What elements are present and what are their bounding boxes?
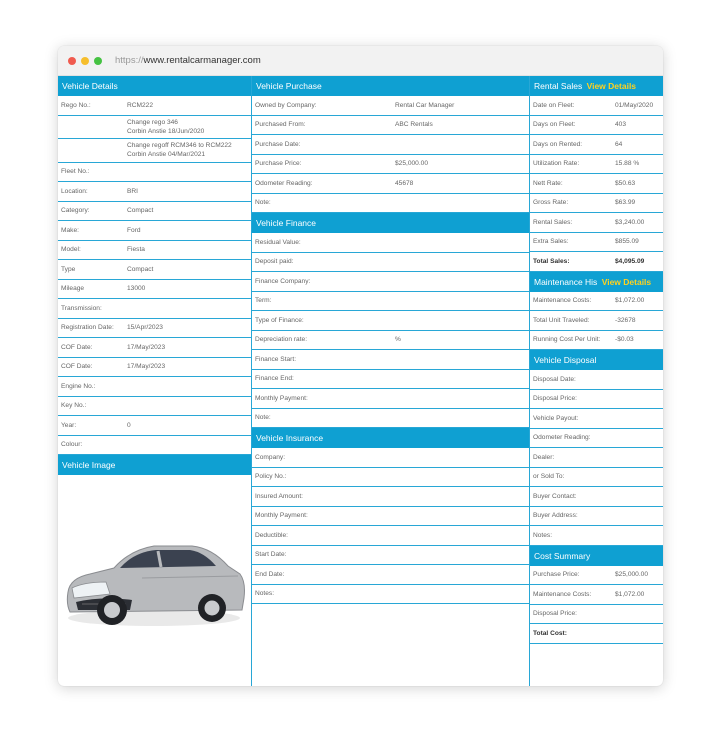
- detail-row-rego: [58, 96, 251, 116]
- row-label: COF Date:: [61, 343, 93, 351]
- row-label: Extra Sales:: [533, 238, 569, 246]
- data-row: [58, 163, 251, 183]
- browser-window: [58, 46, 663, 686]
- data-row: [530, 507, 663, 527]
- row-value: 15.88 %: [615, 160, 640, 168]
- rego-change-note-2: [58, 139, 251, 163]
- data-row: [530, 487, 663, 507]
- row-label: Company:: [255, 453, 286, 461]
- row-value: $63.99: [615, 199, 636, 207]
- data-row: [530, 311, 663, 331]
- row-value: $25,000.00: [395, 160, 429, 168]
- row-label: Insured Amount:: [255, 492, 304, 500]
- data-row: [252, 292, 529, 312]
- rental-sales-title: Rental Sales: [534, 81, 583, 91]
- minimize-dot-icon[interactable]: [81, 57, 89, 65]
- data-row: [58, 436, 251, 456]
- data-row: [530, 174, 663, 194]
- data-row: [252, 272, 529, 292]
- data-row: [530, 605, 663, 625]
- data-row: [530, 213, 663, 233]
- rego-change-note-1: [58, 116, 251, 140]
- data-row: [530, 292, 663, 312]
- row-value: $3,240.00: [615, 218, 645, 226]
- data-row: [530, 331, 663, 351]
- maintenance-list: [530, 292, 663, 351]
- cost-summary-header: Cost Summary: [530, 546, 663, 566]
- row-label: Date on Fleet:: [533, 101, 575, 109]
- data-row: [530, 116, 663, 136]
- data-row: [530, 370, 663, 390]
- row-label: Make:: [61, 226, 79, 234]
- row-label: Rental Sales:: [533, 218, 573, 226]
- row-label: Dealer:: [533, 453, 555, 461]
- data-row: [58, 299, 251, 319]
- address-bar[interactable]: [115, 55, 261, 66]
- data-row: [58, 358, 251, 378]
- row-label: Buyer Address:: [533, 512, 578, 520]
- data-row: [252, 350, 529, 370]
- data-row: [252, 155, 529, 175]
- row-label: Year:: [61, 421, 77, 429]
- row-label: Maintenance Costs:: [533, 590, 592, 598]
- vehicle-details-column: [58, 76, 252, 686]
- data-row: [58, 416, 251, 436]
- row-label: Transmission:: [61, 304, 102, 312]
- data-row: [252, 526, 529, 546]
- row-label: Odometer Reading:: [533, 434, 591, 442]
- rental-sales-header: [530, 76, 663, 96]
- data-row: [252, 253, 529, 273]
- row-value: -$0.03: [615, 336, 634, 344]
- row-label: Gross Rate:: [533, 199, 569, 207]
- data-row: [252, 409, 529, 429]
- vehicle-finance-list: [252, 233, 529, 428]
- row-label: Monthly Payment:: [255, 512, 308, 520]
- row-label: Finance End:: [255, 375, 294, 383]
- vehicle-insurance-list: [252, 448, 529, 604]
- data-row: [58, 221, 251, 241]
- data-row: [530, 252, 663, 272]
- row-label: Type: [61, 265, 76, 273]
- row-value: 15/Apr/2023: [127, 324, 163, 332]
- maintenance-header: [530, 272, 663, 292]
- row-value: Rental Car Manager: [395, 101, 455, 109]
- row-label: Days on Fleet:: [533, 121, 576, 129]
- row-value: Compact: [127, 265, 154, 273]
- data-row: [530, 390, 663, 410]
- row-label: Disposal Price:: [533, 610, 577, 618]
- row-label: Deductible:: [255, 531, 288, 539]
- row-label: Nett Rate:: [533, 179, 563, 187]
- row-label: Purchase Date:: [255, 140, 301, 148]
- data-row: [252, 174, 529, 194]
- row-label: Location:: [61, 187, 88, 195]
- vehicle-purchase-list: [252, 96, 529, 213]
- vehicle-details-header: Vehicle Details: [58, 76, 251, 96]
- row-label: Start Date:: [255, 551, 287, 559]
- row-label: Monthly Payment:: [255, 394, 308, 402]
- row-value: $1,072.00: [615, 297, 645, 305]
- data-row: [530, 624, 663, 644]
- data-row: [58, 397, 251, 417]
- row-value: ABC Rentals: [395, 121, 433, 129]
- row-label: Deposit paid:: [255, 258, 294, 266]
- maximize-dot-icon[interactable]: [94, 57, 102, 65]
- row-label: Finance Start:: [255, 355, 297, 363]
- data-row: [252, 96, 529, 116]
- data-row: [252, 233, 529, 253]
- row-value: Compact: [127, 207, 154, 215]
- data-row: [58, 260, 251, 280]
- note-line: Corbin Anstie 18/Jun/2020: [127, 127, 205, 135]
- row-value: 17/May/2023: [127, 343, 166, 351]
- data-row: [252, 468, 529, 488]
- row-label: Purchase Price:: [533, 571, 580, 579]
- row-label: Buyer Contact:: [533, 492, 577, 500]
- row-value: $855.09: [615, 238, 639, 246]
- row-label: Note:: [255, 199, 271, 207]
- data-row: [530, 566, 663, 586]
- data-row: [252, 487, 529, 507]
- maintenance-title: Maintenance His: [534, 276, 598, 287]
- rental-sales-list: [530, 96, 663, 272]
- data-row: [530, 429, 663, 449]
- note-line: Corbin Anstie 04/Mar/2021: [127, 151, 206, 159]
- data-row: [530, 526, 663, 546]
- row-label: Note:: [255, 414, 271, 422]
- row-value: %: [395, 336, 401, 344]
- row-value: 403: [615, 121, 627, 129]
- data-row: [252, 194, 529, 214]
- row-value: 01/May/2020: [615, 101, 654, 109]
- row-value: $1,072.00: [615, 590, 645, 598]
- url-host: www.rentalcarmanager.com: [143, 55, 261, 66]
- data-row: [530, 448, 663, 468]
- vehicle-purchase-header: Vehicle Purchase: [252, 76, 529, 96]
- row-label: Utilization Rate:: [533, 160, 580, 168]
- row-label: Finance Company:: [255, 277, 311, 285]
- row-label: Rego No.:: [61, 101, 91, 109]
- row-label: Disposal Date:: [533, 375, 576, 383]
- car-image: [62, 522, 248, 632]
- data-row: [530, 585, 663, 605]
- cost-summary-list: [530, 566, 663, 644]
- rental-sales-column: [530, 76, 663, 686]
- row-label: Term:: [255, 297, 272, 305]
- row-label: Purchased From:: [255, 121, 306, 129]
- data-row: [252, 135, 529, 155]
- vehicle-purchase-column: [252, 76, 530, 686]
- note-line: Change regoff RCM346 to RCM222: [127, 142, 232, 150]
- row-value: -32678: [615, 316, 636, 324]
- row-label: Key No.:: [61, 402, 87, 410]
- data-row: [252, 507, 529, 527]
- row-label: Purchase Price:: [255, 160, 302, 168]
- row-label: Colour:: [61, 441, 83, 449]
- vehicle-image-header: Vehicle Image: [58, 455, 251, 475]
- row-label: Owned by Company:: [255, 101, 317, 109]
- row-label: Type of Finance:: [255, 316, 304, 324]
- row-label: Category:: [61, 207, 90, 215]
- data-row: [530, 468, 663, 488]
- data-row: [58, 280, 251, 300]
- data-row: [530, 155, 663, 175]
- data-row: [252, 448, 529, 468]
- data-row: [58, 202, 251, 222]
- data-row: [530, 96, 663, 116]
- vehicle-details-list: [58, 163, 251, 456]
- data-row: [530, 194, 663, 214]
- row-label: Maintenance Costs:: [533, 297, 592, 305]
- close-dot-icon[interactable]: [68, 57, 76, 65]
- data-row: [530, 135, 663, 155]
- row-label: Mileage: [61, 285, 85, 293]
- row-label: Policy No.:: [255, 473, 287, 481]
- row-value: Fiesta: [127, 246, 145, 254]
- data-row: [252, 546, 529, 566]
- url-scheme: https://: [115, 55, 144, 66]
- data-row: [252, 389, 529, 409]
- data-row: [58, 241, 251, 261]
- row-label: Total Cost:: [533, 629, 567, 637]
- row-label: Model:: [61, 246, 81, 254]
- data-row: [58, 182, 251, 202]
- row-label: Notes:: [533, 531, 553, 539]
- data-row: [252, 565, 529, 585]
- row-value: 13000: [127, 285, 146, 293]
- row-value: 0: [127, 421, 131, 429]
- report-columns: [58, 76, 663, 686]
- row-label: or Sold To:: [533, 473, 565, 481]
- row-value: 17/May/2023: [127, 363, 166, 371]
- vehicle-disposal-header: Vehicle Disposal: [530, 350, 663, 370]
- data-row: [530, 409, 663, 429]
- note-line: Change rego 346: [127, 118, 178, 126]
- row-label: Depreciation rate:: [255, 336, 308, 344]
- row-label: Engine No.:: [61, 382, 96, 390]
- data-row: [58, 377, 251, 397]
- row-value: $50.63: [615, 179, 636, 187]
- data-row: [252, 585, 529, 605]
- row-label: Total Unit Traveled:: [533, 316, 590, 324]
- row-value: BRI: [127, 187, 138, 195]
- browser-titlebar: [58, 46, 663, 76]
- data-row: [58, 319, 251, 339]
- row-value: RCM222: [127, 101, 154, 109]
- vehicle-disposal-list: [530, 370, 663, 546]
- row-label: Disposal Price:: [533, 395, 577, 403]
- row-label: COF Date:: [61, 363, 93, 371]
- data-row: [252, 331, 529, 351]
- row-label: End Date:: [255, 570, 285, 578]
- row-value: Ford: [127, 226, 141, 234]
- row-value: 45678: [395, 179, 414, 187]
- row-label: Registration Date:: [61, 324, 114, 332]
- data-row: [252, 116, 529, 136]
- row-label: Vehicle Payout:: [533, 414, 579, 422]
- row-label: Odometer Reading:: [255, 179, 313, 187]
- row-value: $25,000.00: [615, 571, 649, 579]
- row-value: 64: [615, 140, 623, 148]
- row-label: Total Sales:: [533, 257, 570, 265]
- row-label: Days on Rented:: [533, 140, 583, 148]
- vehicle-insurance-header: Vehicle Insurance: [252, 428, 529, 448]
- vehicle-finance-header: Vehicle Finance: [252, 213, 529, 233]
- row-label: Running Cost Per Unit:: [533, 336, 601, 344]
- row-label: Notes:: [255, 590, 275, 598]
- data-row: [58, 338, 251, 358]
- maintenance-view-details-link[interactable]: View Details: [601, 276, 652, 287]
- data-row: [252, 311, 529, 331]
- row-value: $4,095.09: [615, 257, 645, 265]
- data-row: [252, 370, 529, 390]
- row-label: Residual Value:: [255, 238, 301, 246]
- row-label: Fleet No.:: [61, 168, 90, 176]
- data-row: [530, 233, 663, 253]
- rental-sales-view-details-link[interactable]: View Details: [586, 81, 637, 91]
